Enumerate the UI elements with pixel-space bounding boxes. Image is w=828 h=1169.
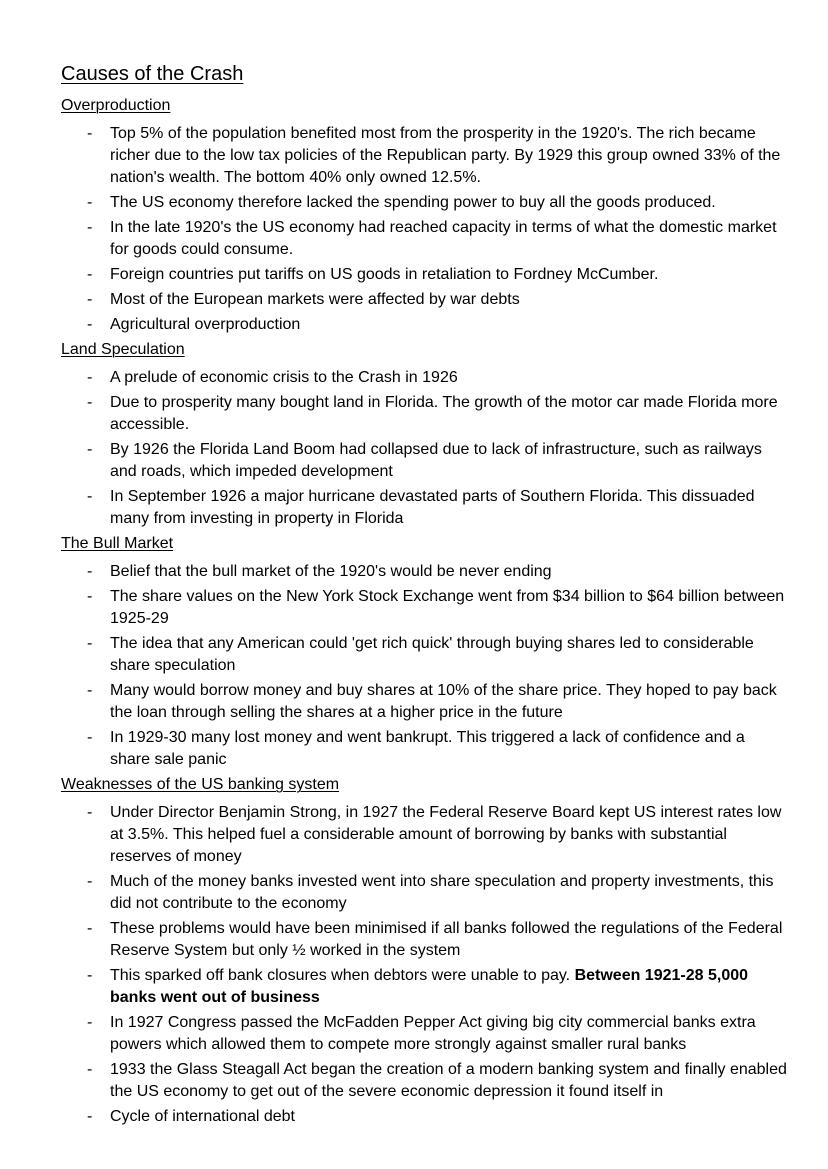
bullet-item (110, 439, 788, 483)
bullet-text: The US economy therefore lacked the spending power to buy all the goods produced. (110, 194, 716, 211)
bullet-item (110, 1012, 788, 1056)
section-land-speculation (61, 339, 788, 530)
bullet-text: Cycle of international debt (110, 1108, 295, 1125)
bullet-item (110, 561, 788, 583)
section-heading: The Bull Market (61, 535, 174, 552)
bullet-text: Due to prosperity many bought land in Florida. The growth of the motor car made Florida more accessible. (110, 394, 778, 433)
bullet-item (110, 217, 788, 261)
bullet-text: In 1929-30 many lost money and went bankrupt. This triggered a lack of confidence and a share sale panic (110, 729, 745, 768)
bullet-text: Top 5% of the population benefited most from the prosperity in the 1920's. The rich became richer due to the low tax policies of the Republican party. By 1929 this group owned 33% of the nation's wealth. The bottom 40% only owned 12.5%. (110, 125, 781, 186)
bullet-text: In 1927 Congress passed the McFadden Pepper Act giving big city commercial banks extra powers which allowed them to compete more strongly against smaller rural banks (110, 1014, 756, 1053)
bullet-text: By 1926 the Florida Land Boom had collapsed due to lack of infrastructure, such as railways and roads, which impeded development (110, 441, 762, 480)
bullet-list (61, 123, 788, 336)
bullet-item (110, 680, 788, 724)
bullet-item (110, 871, 788, 915)
bullet-item (110, 486, 788, 530)
bullet-text: Agricultural overproduction (110, 316, 301, 333)
bullet-text: 1933 the Glass Steagall Act began the creation of a modern banking system and finally enabled the US economy to get out of the severe economic depression it found itself in (110, 1061, 787, 1100)
bullet-item (110, 918, 788, 962)
bullet-text: A prelude of economic crisis to the Crash in 1926 (110, 369, 458, 386)
document-title: Causes of the Crash (61, 63, 244, 85)
bullet-text: Under Director Benjamin Strong, in 1927 the Federal Reserve Board kept US interest rates low at 3.5%. This helped fuel a considerable amount of borrowing by banks with substantial reserves of money (110, 804, 782, 865)
bullet-item (110, 727, 788, 771)
bullet-list (61, 802, 788, 1128)
bullet-list (61, 561, 788, 771)
bullet-item (110, 802, 788, 868)
bullet-bold-text: Between 1921-28 5,000 banks went out of business (110, 967, 749, 1006)
bullet-item (110, 314, 788, 336)
bullet-item (110, 192, 788, 214)
bullet-item (110, 1059, 788, 1103)
bullet-item (110, 965, 788, 1009)
bullet-item (110, 123, 788, 189)
bullet-list (61, 367, 788, 530)
bullet-item (110, 586, 788, 630)
section-overproduction (61, 95, 788, 336)
section-heading: Weaknesses of the US banking system (61, 776, 340, 793)
bullet-item (110, 289, 788, 311)
bullet-text: Foreign countries put tariffs on US goods in retaliation to Fordney McCumber. (110, 266, 659, 283)
bullet-item (110, 1106, 788, 1128)
bullet-text: This sparked off bank closures when debtors were unable to pay. (110, 967, 575, 984)
bullet-text: Many would borrow money and buy shares at 10% of the share price. They hoped to pay back the loan through selling the shares at a higher price in the future (110, 682, 777, 721)
bullet-text: The idea that any American could 'get rich quick' through buying shares led to considerable share speculation (110, 635, 754, 674)
bullet-item (110, 367, 788, 389)
bullet-item (110, 264, 788, 286)
bullet-text: Belief that the bull market of the 1920's would be never ending (110, 563, 552, 580)
section-bull-market (61, 533, 788, 771)
bullet-text: In the late 1920's the US economy had reached capacity in terms of what the domestic market for goods could consume. (110, 219, 777, 258)
bullet-text: The share values on the New York Stock Exchange went from $34 billion to $64 billion between 1925-29 (110, 588, 785, 627)
bullet-text: In September 1926 a major hurricane devastated parts of Southern Florida. This dissuaded many from investing in property in Florida (110, 488, 755, 527)
bullet-text: These problems would have been minimised if all banks followed the regulations of the Federal Reserve System but only ½ worked in the system (110, 920, 783, 959)
section-banking-weaknesses (61, 774, 788, 1128)
section-heading: Overproduction (61, 97, 171, 114)
bullet-item (110, 633, 788, 677)
section-heading: Land Speculation (61, 341, 185, 358)
bullet-text: Most of the European markets were affected by war debts (110, 291, 520, 308)
bullet-text: Much of the money banks invested went into share speculation and property investments, this did not contribute to the economy (110, 873, 774, 912)
bullet-item (110, 392, 788, 436)
